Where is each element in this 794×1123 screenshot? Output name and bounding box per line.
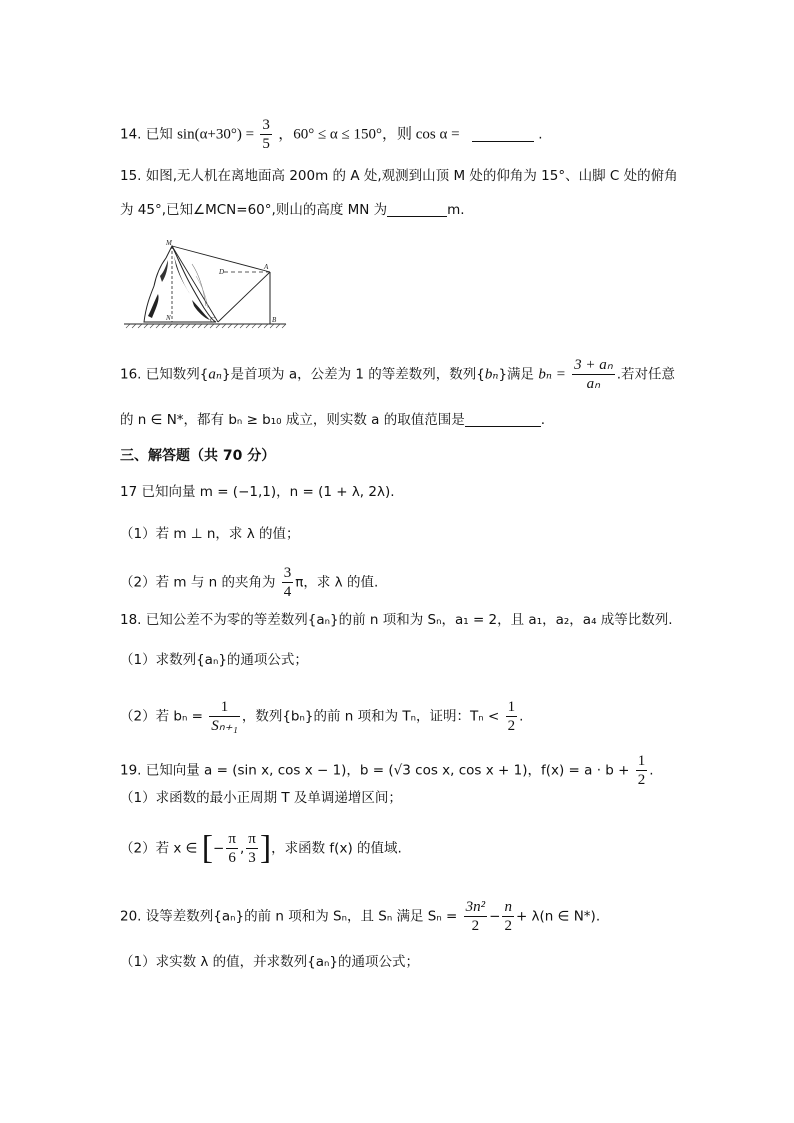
question-15-line-1: 15. 如图,无人机在离地面高 200m 的 A 处,观测到山顶 M 处的仰角为 15°、山脚 C 处的俯角	[120, 168, 678, 184]
fraction: $\frac{n}{2}$	[504, 899, 512, 934]
label-N: N	[166, 314, 171, 322]
question-16-line-1: 16. 已知数列{aₙ}是首项为 a，公差为 1 的等差数列，数列{bₙ}满足 bₙ = $\frac{\text{3 + aₙ}}{\text{aₙ}}$ .若对任意	[120, 357, 676, 392]
fraction: $\frac{1}{2}$	[637, 753, 646, 788]
question-19-stem: 19. 已知向量 a = (sin x, cos x − 1)，b = (√3 cos x, cos x + 1)，f(x) = a · b + $\frac{1}{2}$ .	[120, 753, 654, 788]
question-19-part-1: （1）求函数的最小正周期 T 及单调递增区间；	[120, 790, 402, 806]
question-17-part-2: （2）若 m 与 n 的夹角为 $\frac{3}{4}$ π，求 λ 的值.	[120, 565, 379, 600]
fraction: $\frac{3}{4}$	[283, 565, 292, 600]
question-20-part-1: （1）求实数 λ 的值，并求数列{aₙ}的通项公式；	[120, 954, 419, 970]
answer-blank	[472, 127, 534, 142]
fraction: $\frac{3}{5}$	[262, 117, 270, 152]
question-number: 14.	[120, 126, 142, 143]
fraction: $\frac{\text{3 + aₙ}}{\text{aₙ}}$	[574, 357, 613, 392]
label-C: C	[210, 316, 215, 324]
question-18-part-2: （2）若 bₙ = $\frac{1}{\text{Sₙ₊₁}}$ ，数列{bₙ}的前 n 项和为 Tₙ，证明：Tₙ < $\frac{1}{2}$ .	[120, 699, 524, 734]
fraction: $\frac{1}{2}$	[507, 699, 516, 734]
question-17-stem: 17 已知向量 m = (−1,1)，n = (1 + λ, 2λ).	[120, 484, 395, 500]
fraction: $\frac{\pi}{3}$	[248, 831, 256, 866]
answer-blank	[465, 412, 541, 427]
question-19-part-2: （2）若 x ∈ [− $\frac{\pi}{6}$ , $\frac{\pi}{3}$ ]，求函数 f(x) 的值域.	[120, 829, 402, 867]
question-16-line-2: 的 n ∈ N*，都有 bₙ ≥ b₁₀ 成立，则实数 a 的取值范围是 .	[120, 412, 546, 428]
label-B: B	[272, 316, 277, 324]
fraction: $\frac{\pi}{6}$	[228, 831, 236, 866]
mountain-drone-figure	[120, 236, 290, 332]
label-A: A	[264, 263, 269, 271]
question-17-part-1: （1）若 m ⊥ n，求 λ 的值；	[120, 526, 300, 542]
question-14: 14. 已知 sin(α+30°) = $\frac{3}{5}$ ，60° ≤ α ≤ 150°，则 cos α = .	[120, 117, 543, 152]
question-20-stem: 20. 设等差数列{aₙ}的前 n 项和为 Sₙ，且 Sₙ 满足 Sₙ = $\frac{\text{3n²}}{2}$ − $\frac{n}{2}$ + λ(n ∈ N*).	[120, 899, 601, 934]
label-D: D	[219, 268, 225, 276]
section-title: 三、解答题（共 70 分）	[120, 448, 276, 464]
question-18-stem: 18. 已知公差不为零的等差数列{aₙ}的前 n 项和为 Sₙ，a₁ = 2，且 a₁，a₂，a₄ 成等比数列.	[120, 612, 673, 628]
answer-blank	[387, 202, 447, 217]
question-18-part-1: （1）求数列{aₙ}的通项公式；	[120, 652, 308, 668]
fraction: $\frac{1}{\text{Sₙ₊₁}}$	[211, 699, 238, 734]
fraction: $\frac{\text{3n²}}{2}$	[465, 899, 486, 934]
label-M: M	[166, 239, 172, 247]
question-15-line-2: 为 45°,已知∠MCN=60°,则山的高度 MN 为 m.	[120, 202, 465, 218]
